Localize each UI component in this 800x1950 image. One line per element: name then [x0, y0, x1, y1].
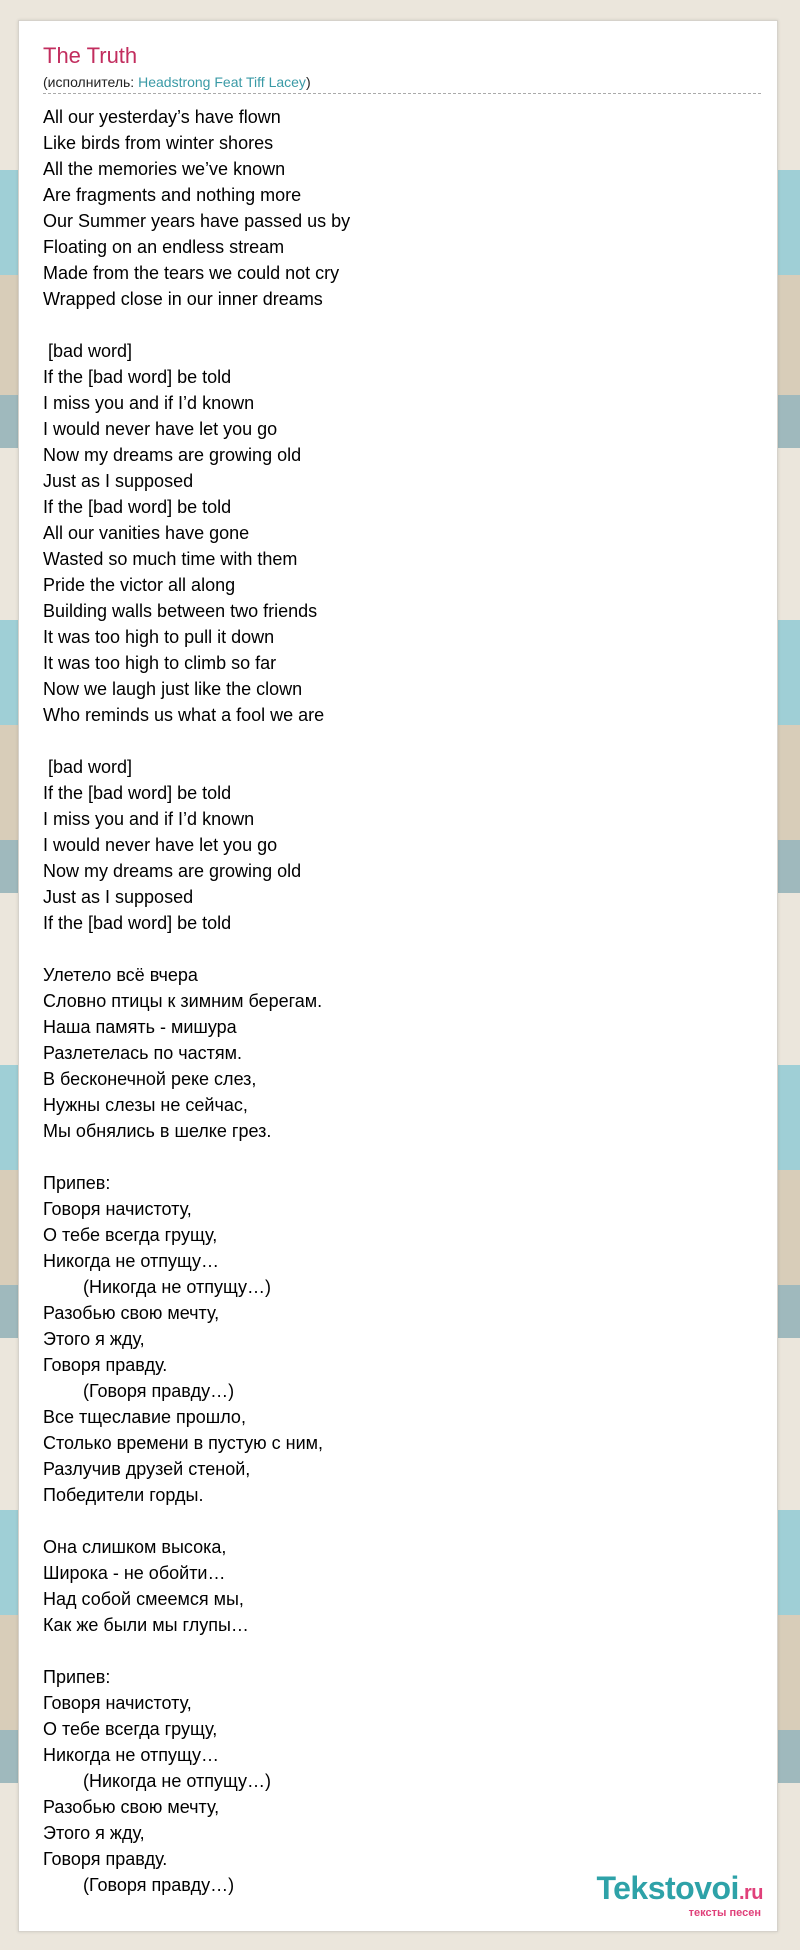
- lyric-line: [43, 312, 350, 338]
- lyric-line: Говоря правду.: [43, 1355, 168, 1375]
- lyric-line: (Никогда не отпущу…): [43, 1771, 271, 1791]
- lyric-line: If the [bad word] be told: [43, 367, 232, 387]
- lyric-line: (Никогда не отпущу…): [43, 1277, 271, 1297]
- title-divider: [43, 93, 761, 94]
- lyric-line: Улетело всё вчера: [43, 965, 198, 985]
- lyric-line: (Говоря правду…): [43, 1381, 235, 1401]
- lyric-line: [43, 936, 350, 962]
- lyric-line: If the [bad word] be told: [43, 783, 232, 803]
- lyric-line: I miss you and if I’d known: [43, 393, 255, 413]
- lyric-line: Now my dreams are growing old: [43, 861, 302, 881]
- lyric-line: Now we laugh just like the clown: [43, 679, 303, 699]
- lyric-line: Говоря правду.: [43, 1849, 168, 1869]
- lyric-line: Pride the victor all along: [43, 575, 236, 595]
- lyric-line: Как же были мы глупы…: [43, 1615, 249, 1635]
- lyric-line: Наша память - мишура: [43, 1017, 237, 1037]
- artist-suffix: ): [305, 74, 311, 90]
- lyric-line: [43, 1144, 350, 1170]
- lyric-line: Говоря начистоту,: [43, 1693, 192, 1713]
- song-title: The Truth: [43, 43, 138, 68]
- lyric-line: Wrapped close in our inner dreams: [43, 289, 323, 309]
- lyric-line: (Говоря правду…): [43, 1875, 235, 1895]
- lyric-line: Our Summer years have passed us by: [43, 211, 351, 231]
- artist-link[interactable]: Headstrong Feat Tiff Lacey: [138, 74, 306, 90]
- artist-prefix: (исполнитель:: [43, 74, 139, 90]
- lyrics-card: [18, 20, 778, 1932]
- site-logo[interactable]: [596, 1872, 763, 1919]
- lyric-line: Победители горды.: [43, 1485, 204, 1505]
- lyric-line: Все тщеславие прошло,: [43, 1407, 246, 1427]
- lyric-line: Who reminds us what a fool we are: [43, 705, 325, 725]
- lyric-line: If the [bad word] be told: [43, 913, 232, 933]
- lyric-line: Building walls between two friends: [43, 601, 318, 621]
- logo-tagline: тексты песен: [688, 1907, 761, 1919]
- lyric-line: Now my dreams are growing old: [43, 445, 302, 465]
- lyric-line: [bad word]: [43, 757, 133, 777]
- lyric-line: It was too high to pull it down: [43, 627, 275, 647]
- lyric-line: Just as I supposed: [43, 471, 194, 491]
- lyric-line: Мы обнялись в шелке грез.: [43, 1121, 272, 1141]
- lyric-line: [43, 728, 350, 754]
- lyric-line: Floating on an endless stream: [43, 237, 285, 257]
- lyric-line: О тебе всегда грущу,: [43, 1225, 218, 1245]
- lyric-line: Припев:: [43, 1173, 111, 1193]
- lyric-line: Разобью свою мечту,: [43, 1797, 220, 1817]
- lyric-line: All the memories we’ve known: [43, 159, 286, 179]
- logo-text: Tekstovoi: [596, 1870, 739, 1906]
- lyric-line: Никогда не отпущу…: [43, 1251, 219, 1271]
- lyric-line: Припев:: [43, 1667, 111, 1687]
- lyric-line: Are fragments and nothing more: [43, 185, 302, 205]
- lyric-line: Made from the tears we could not cry: [43, 263, 340, 283]
- lyric-line: Говоря начистоту,: [43, 1199, 192, 1219]
- lyric-line: Wasted so much time with them: [43, 549, 298, 569]
- lyric-line: It was too high to climb so far: [43, 653, 277, 673]
- lyric-line: Над собой смеемся мы,: [43, 1589, 244, 1609]
- lyric-line: All our vanities have gone: [43, 523, 250, 543]
- artist-line: [43, 74, 311, 90]
- lyric-line: Разлетелась по частям.: [43, 1043, 243, 1063]
- logo-tld: .ru: [738, 1882, 763, 1904]
- lyric-line: В бесконечной реке слез,: [43, 1069, 257, 1089]
- lyric-line: Никогда не отпущу…: [43, 1745, 219, 1765]
- lyric-line: Этого я жду,: [43, 1823, 145, 1843]
- lyric-line: Разлучив друзей стеной,: [43, 1459, 251, 1479]
- lyric-line: Столько времени в пустую с ним,: [43, 1433, 324, 1453]
- lyric-line: [43, 1508, 350, 1534]
- lyric-line: Широка - не обойти…: [43, 1563, 226, 1583]
- lyric-line: [bad word]: [43, 341, 133, 361]
- lyric-line: I would never have let you go: [43, 419, 278, 439]
- lyric-line: All our yesterday’s have flown: [43, 107, 281, 127]
- lyric-line: If the [bad word] be told: [43, 497, 232, 517]
- lyric-line: Нужны слезы не сейчас,: [43, 1095, 248, 1115]
- lyrics-text: [43, 104, 350, 1898]
- lyric-line: [43, 1638, 350, 1664]
- lyric-line: I miss you and if I’d known: [43, 809, 255, 829]
- lyric-line: Like birds from winter shores: [43, 133, 274, 153]
- lyric-line: I would never have let you go: [43, 835, 278, 855]
- lyric-line: Она слишком высока,: [43, 1537, 227, 1557]
- lyric-line: Разобью свою мечту,: [43, 1303, 220, 1323]
- lyric-line: Этого я жду,: [43, 1329, 145, 1349]
- lyric-line: Just as I supposed: [43, 887, 194, 907]
- lyric-line: Словно птицы к зимним берегам.: [43, 991, 323, 1011]
- lyric-line: О тебе всегда грущу,: [43, 1719, 218, 1739]
